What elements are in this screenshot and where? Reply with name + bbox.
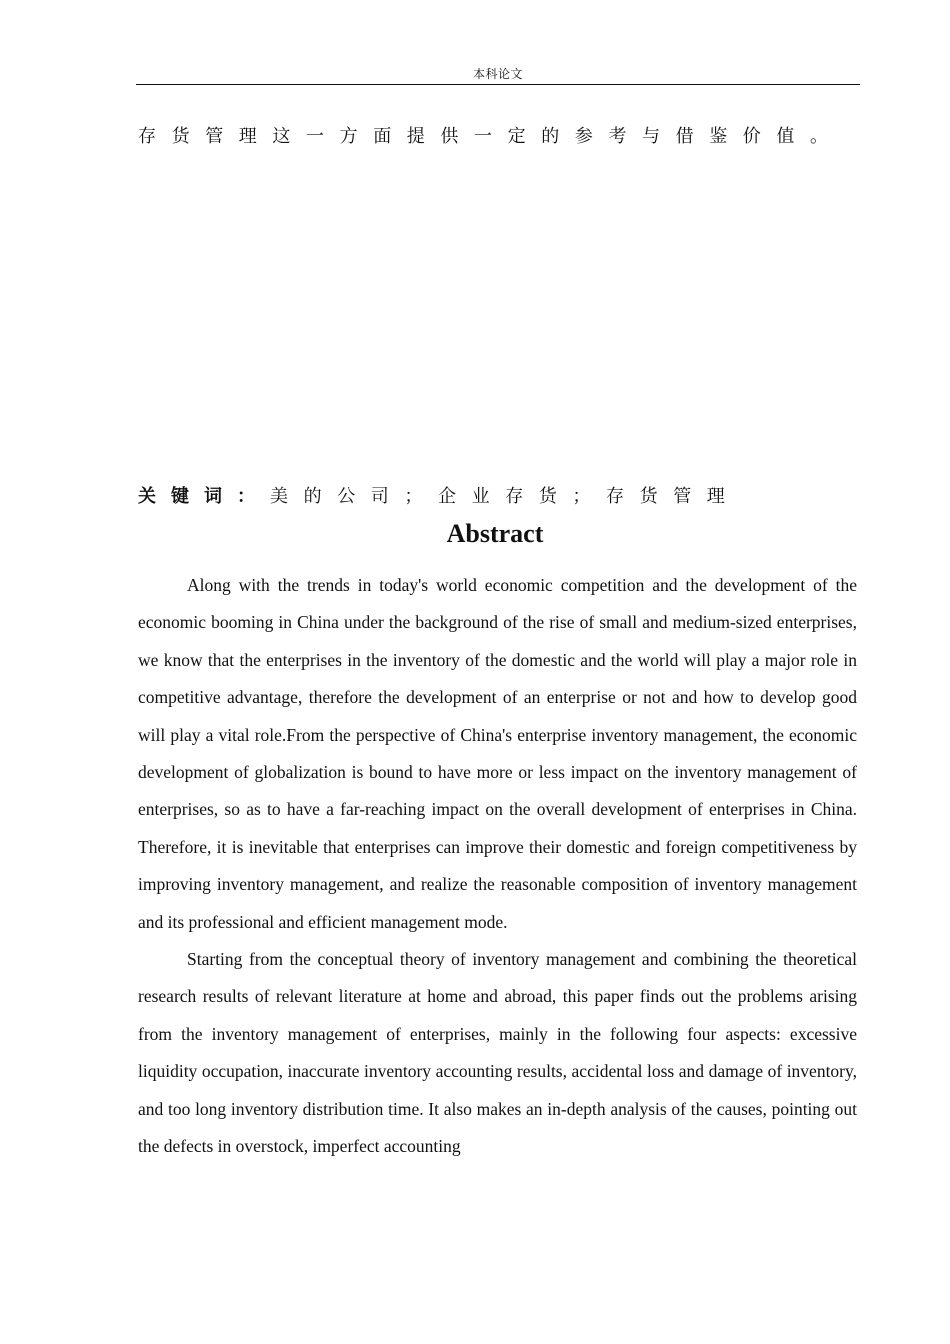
keywords-label: 关键词：: [138, 486, 270, 507]
header-title: 本科论文: [472, 67, 523, 81]
page-header: [136, 66, 860, 85]
abstract-heading: Abstract: [446, 519, 544, 548]
keywords-values: 美的公司；企业存货；存货管理: [270, 486, 741, 507]
keywords-line: [138, 484, 858, 510]
chinese-abstract-text: 存货管理这一方面提供一定的参考与借鉴价值。: [138, 126, 844, 147]
abstract-paragraph: Starting from the conceptual theory of inventory management and combining the theoretical research results of relevant literature at home and abroad, this paper finds out the problems arising from the inventory management of enterprises, mainly in the following four aspects: excessive liquidity occupation, inaccurate inventory accounting results, accidental loss and damage of inventory, and too long inventory distribution time. It also makes an in-depth analysis of the causes, pointing out the defects in overstock, imperfect accounting: [138, 949, 857, 1157]
abstract-paragraph: Along with the trends in today's world economic competition and the development of the economic booming in China under the background of the rise of small and medium-sized enterprises, we know that the enterprises in the inventory of the domestic and the world will play a major role in competitive advantage, therefore the development of an enterprise or not and how to develop good will play a vital role.From the perspective of China's enterprise inventory management, the economic development of globalization is bound to have more or less impact on the inventory management of enterprises, so as to have a far-reaching impact on the overall development of enterprises in China. Therefore, it is inevitable that enterprises can improve their domestic and foreign competitiveness by improving inventory management, and realize the reasonable composition of inventory management and its professional and efficient management mode.: [138, 575, 857, 932]
abstract-body: [138, 567, 857, 1166]
